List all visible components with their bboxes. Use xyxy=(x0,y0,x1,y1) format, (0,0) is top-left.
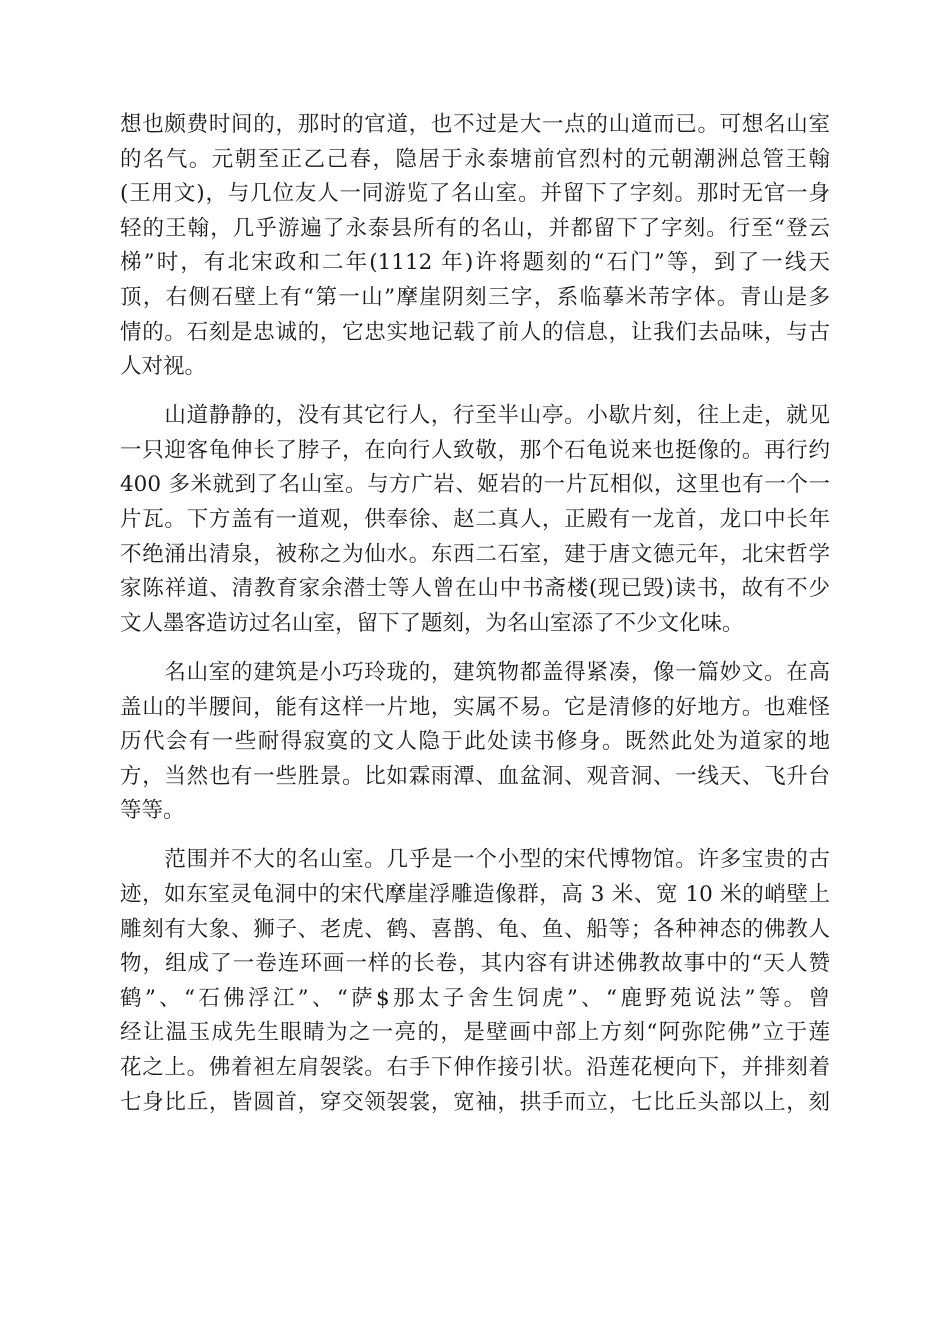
text-line: 轻的王翰，几乎游遍了永泰县所有的名山，并都留下了字刻。行至“登云 xyxy=(120,215,830,241)
text-line: 山道静静的，没有其它行人，行至半山亭。小歇片刻，往上走，就见 xyxy=(120,403,830,429)
text-line: 片瓦。下方盖有一道观，供奉徐、赵二真人，正殿有一龙首，龙口中长年 xyxy=(120,507,830,533)
text-line: 的名气。元朝至正乙己春，隐居于永泰塘前官烈村的元朝潮洲总管王翰 xyxy=(120,146,830,172)
text-line: 文人墨客造访过名山室，留下了题刻，为名山室添了不少文化味。 xyxy=(120,610,744,636)
text-line: 经让温玉成先生眼睛为之一亮的，是壁画中部上方刻“阿弥陀佛”立于莲 xyxy=(120,1020,830,1046)
text-line: 人对视。 xyxy=(120,354,207,380)
text-line: 历代会有一些耐得寂寞的文人隐于此处读书修身。既然此处为道家的地 xyxy=(120,729,830,755)
text-line: 七身比丘，皆圆首，穿交领袈裳，宽袖，拱手而立，七比丘头部以上，刻 xyxy=(120,1089,830,1115)
text-line: 不绝涌出清泉，被称之为仙水。东西二石室，建于唐文德元年，北宋哲学 xyxy=(120,541,830,567)
text-line: 迹，如东室灵龟洞中的宋代摩崖浮雕造像群，高 3 米、宽 10 米的峭壁上 xyxy=(120,881,830,907)
text-line: 盖山的半腰间，能有这样一片地，实属不易。它是清修的好地方。也难怪 xyxy=(120,694,830,720)
text-line: 名山室的建筑是小巧玲珑的，建筑物都盖得紧凑，像一篇妙文。在高 xyxy=(120,659,830,685)
text-line: 雕刻有大象、狮子、老虎、鹤、喜鹊、龟、鱼、船等；各种神态的佛教人 xyxy=(120,916,830,942)
text-line: 花之上。佛着袒左肩袈裟。右手下伸作接引状。沿莲花梗向下，并排刻着 xyxy=(120,1054,830,1080)
text-line: 等等。 xyxy=(120,798,185,824)
paragraph-4 xyxy=(120,843,830,1120)
text-line: 鹤”、“石佛浮江”、“萨$那太子舍生饲虎”、“鹿野苑说法”等。曾 xyxy=(120,985,830,1011)
text-line: 一只迎客龟伸长了脖子，在向行人致敬，那个石龟说来也挺像的。再行约 xyxy=(120,437,830,463)
paragraph-1 xyxy=(120,108,830,385)
text-line: 方，当然也有一些胜景。比如霖雨潭、血盆洞、观音洞、一线天、飞升台 xyxy=(120,763,830,789)
text-line: 梯”时，有北宋政和二年(1112 年)许将题刻的“石门”等，到了一线天 xyxy=(120,250,830,276)
text-line: 顶，右侧石壁上有“第一山”摩崖阴刻三字，系临摹米芾字体。青山是多 xyxy=(120,284,830,310)
paragraph-2 xyxy=(120,399,830,641)
text-line: 家陈祥道、清教育家余潜士等人曾在山中书斋楼(现已毁)读书，故有不少 xyxy=(120,576,830,602)
text-line: 情的。石刻是忠诚的，它忠实地记载了前人的信息，让我们去品味，与古 xyxy=(120,319,830,345)
document-body xyxy=(120,108,830,1120)
paragraph-3 xyxy=(120,656,830,829)
text-line: 400 多米就到了名山室。与方广岩、姬岩的一片瓦相似，这里也有一个一 xyxy=(120,472,830,498)
text-line: (王用文)，与几位友人一同游览了名山室。并留下了字刻。那时无官一身 xyxy=(120,181,830,207)
text-line: 范围并不大的名山室。几乎是一个小型的宋代博物馆。许多宝贵的古 xyxy=(120,847,830,873)
text-line: 物，组成了一卷连环画一样的长卷，其内容有讲述佛教故事中的“天人赞 xyxy=(120,951,830,977)
text-line: 想也颇费时间的，那时的官道，也不过是大一点的山道而已。可想名山室 xyxy=(120,112,830,137)
